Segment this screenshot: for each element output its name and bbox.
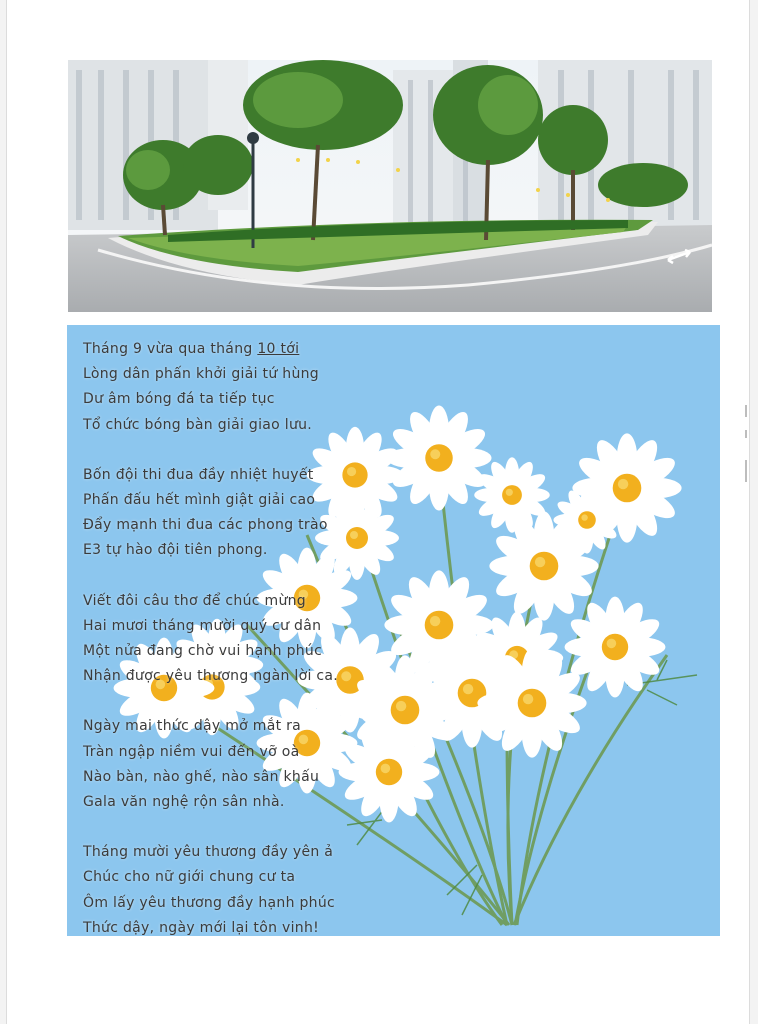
- poem-line: Ôm lấy yêu thương đầy hạnh phúc: [83, 894, 336, 911]
- poem-line: Bốn đội thi đua đầy nhiệt huyết: [83, 466, 314, 483]
- poem-line: Gala văn nghệ rộn sân nhà.: [83, 794, 285, 811]
- rotate-arrows-icon[interactable]: [664, 246, 696, 266]
- scan-margin-mark: [745, 405, 747, 417]
- stanza-4: [83, 714, 403, 815]
- poem-line: Một nửa đang chờ vui hạnh phúc: [83, 643, 323, 660]
- stanza-1: [83, 337, 403, 438]
- poem: [83, 337, 403, 936]
- poem-line: Tổ chức bóng bàn giải giao lưu.: [83, 416, 313, 433]
- poem-line: Lòng dân phấn khởi giải tứ hùng: [83, 366, 319, 383]
- stanza-2: [83, 463, 403, 564]
- poem-line: Nào bàn, nào ghế, nào sân khấu: [83, 768, 320, 785]
- poem-line: Viết đôi câu thơ để chúc mừng: [83, 592, 306, 609]
- scan-margin-mark: [745, 430, 747, 438]
- poem-line: Dư âm bóng đá ta tiếp tục: [83, 391, 275, 408]
- apartment-park-photo: [68, 60, 712, 312]
- stanza-5: [83, 840, 403, 936]
- poem-line: Ngày mai thức dậy mở mắt ra: [83, 718, 302, 735]
- poem-line: Chúc cho nữ giới chung cư ta: [83, 869, 296, 886]
- poem-line: Nhận được yêu thương ngàn lời ca.: [83, 668, 339, 685]
- stanza-3: [83, 589, 403, 690]
- document-page: [6, 0, 750, 1024]
- poem-line: Phấn đấu hết mình giật giải cao: [83, 492, 316, 509]
- poem-line: Đẩy mạnh thi đua các phong trào: [83, 517, 328, 534]
- poem-line: Thức dậy, ngày mới lại tôn vinh!: [83, 919, 320, 936]
- scan-margin-mark: [745, 460, 747, 482]
- poem-line: Tháng mười yêu thương đầy yên ả: [83, 844, 334, 861]
- poem-line: Tháng 9 vừa qua tháng 10 tới: [83, 341, 300, 357]
- poem-line: Tràn ngập niềm vui đến vỡ oà: [83, 743, 300, 760]
- poem-line: E3 tự hào đội tiên phong.: [83, 542, 268, 559]
- poem-line: Hai mươi tháng mười quý cư dân: [83, 617, 322, 634]
- poem-poster: [67, 325, 720, 936]
